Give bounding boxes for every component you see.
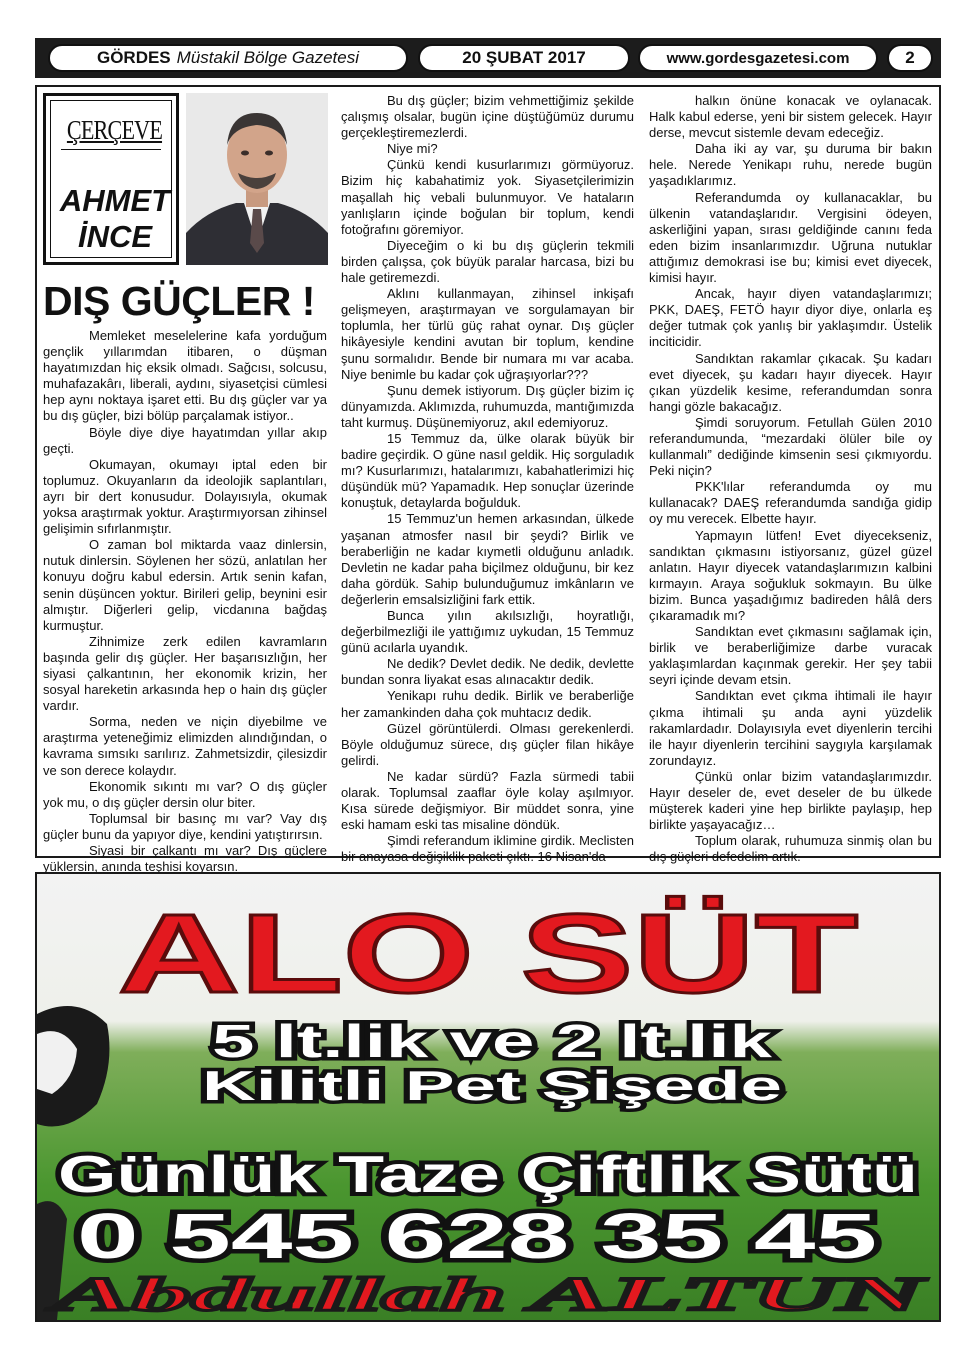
ad-line-3: Günlük Taze Çiftlik Sütü (58, 1146, 918, 1204)
article-paragraph: 15 Temmuz'un hemen arkasından, ülkede yaşanan atmosfer nasıl bir şeydi? Birlik ve beraberliğin ne kadar kıymetli olduğunu anladık. Devletin ne kadar paha biçilmez olduğunu, bir kez daha gördük. Sahip bulunduğumuz imkânların ve değerlerin emsalsizliğini fark ettik. (341, 511, 634, 607)
article-paragraph: Çünkü onlar bizim vatandaşlarımızdır. Hayır deseler de, evet deseler de bu ülkede müşterek kaderi yine hep birlikte paylaşıp, hep birlikte yaşayacağız… (649, 768, 932, 833)
article-paragraph: O zaman bol miktarda vaaz dinlersin, nutuk dinlersin. Söylenen her sözü, anlatılan her konuyu doğru kabul edersin. Artık senin kafan, senin düşüncen yoktur. Birileri gelip, beynini esir almıştır. Diğerleri gelip, vicdanına bağdaş kurmuştur. (43, 537, 327, 633)
author-photo (186, 93, 328, 265)
article-paragraph: Şunu demek istiyorum. Dış güçler bizim iç dünyamızda. Aklımızda, ruhumuzda, mantığımızda taht kurmuş. Düşünemiyoruz, akıl edemiyoruz. (341, 382, 634, 430)
paper-subtitle: Müstakil Bölge Gazetesi (176, 48, 360, 67)
article-paragraph: Daha iki ay var, şu duruma bir bakın hele. Nerede Yenikapı ruhu, nerede bugün yaşadıklarımız. (649, 141, 932, 189)
ad-owner-name: Abdullah ALTUN (45, 1268, 929, 1320)
byline-inner-border (50, 100, 172, 258)
article-paragraph: Niye mi? (387, 141, 438, 157)
paper-name-pill (48, 44, 408, 72)
page-number: 2 (887, 44, 933, 72)
article-paragraph: Ne kadar sürdü? Fazla sürmedi tabii olarak. Toplumsal zaaflar öyle kolay aşılmıyor. Kısa sürede değişmiyor. Bir müddet sonra, yine eski hamam eski tas misaline döndük. (341, 768, 634, 833)
article-paragraph: Sandıktan evet çıkma ihtimali ile hayır çıkma ihtimali şu anda ayni yüzdelik rakamlardadır. Dolayısıyla evet diyenlerin tercihi ile hayır diyenlerin tercihini saygıyla karşılamak zorundayız. (649, 688, 932, 768)
section-divider (61, 149, 161, 150)
article-paragraph: Sandıktan rakamlar çıkacak. Şu kadarı evet diyecek, şu kadarı hayır diyecek. Hayır çıkan yüzdelik kesime, referandumdan sonra hangi gözle bakacağız. (649, 350, 932, 414)
article-paragraph: Aklını kullanmayan, zihinsel inkişafı gelişmeyen, araştırmayan ve sorgulamayan bir toplumla, her türlü güç rahat oynar. Dış güçler hikâyesiyle kendini avutan bir toplum, kendine şunu sormalıdır. Bende bir numara mı var acaba. Niye benimle bu kadar çok uğraşıyorlar??? (341, 286, 634, 382)
article-paragraph: Zihnimize zerk edilen kavramların başında gelir dış güçler. Her başarısızlığın, her siyasi çalkantının, her ekonomik krizin, her sosyal hareketin arkasında hep o hain dış güçler vardır. (43, 633, 327, 714)
article-column-1 (43, 328, 327, 875)
article-paragraph: Siyasi bir çalkantı mı var? Dış güçlere yüklersin, anında teşhisi koyarsın. (43, 843, 327, 875)
paper-name: GÖRDES (96, 48, 171, 67)
ad-line-1: 5 lt.lik ve 2 lt.lik (212, 1015, 773, 1067)
column-byline-box (43, 93, 179, 265)
article-paragraph: Yenikapı ruhu dedik. Birlik ve beraberliğe her zamankinden daha çok muhtacız dedik. (341, 688, 634, 720)
article-column-3 (649, 93, 932, 866)
article-paragraph: Toplum olarak, ruhumuza sinmiş olan bu dış güçleri defedelim artık. (649, 833, 932, 865)
ad-brand: ALO SÜT (118, 891, 858, 1016)
article-paragraph: Bunca yılın akılsızlığı, hoyratlığı, değerbilmezliği ile yattığımız uykudan, 15 Temmuz günü acılarla uyandık. (341, 608, 634, 656)
article-headline: DIŞ GÜÇLER ! (43, 278, 315, 324)
ad-phone-number: 0 545 628 35 45 (77, 1200, 877, 1272)
issue-date: 20 ŞUBAT 2017 (418, 44, 630, 72)
article-paragraph: Çünkü kendi kusurlarımızı görmüyoruz. Bizim hiç kabahatimiz yok. Siyasetçilerimizin maşallah hiç vebali bulunmuyor. Ve hataların yanlışların içinde boğulan bir toplum, kendi fotoğrafını göremiyor. (341, 157, 634, 237)
article-paragraph: Memleket meselelerine kafa yorduğum gençlik yıllarımdan itibaren, o düşman hayatımızdan hiç eksik olmadı. Sağcısı, solcusu, muhafazakârı, liberali, aydını, siyasetçisi cümlesi hep aynı noktaya işaret etti. Bu dış güçler var ya bu dış güçler, bizi bölüp parçalamak istiyor.. (43, 328, 327, 424)
article-paragraph: Sorma, neden ve niçin diyebilme ve araştırma yeteneğimiz elimizden alındığından, o kavrama sımsıkı sarılırız. Zahmetsizdir, çilesizdir ve son derece kolaydır. (43, 714, 327, 778)
article-paragraph: Güzel görüntülerdi. Olması gerekenlerdi. Böyle olduğumuz sürece, dış güçler filan hikâye gelirdi. (341, 720, 634, 768)
article-paragraph: 15 Temmuz da, ülke olarak büyük bir badire geçirdik. O güne nasıl geldik. Hiç sorguladık mı? Kusurlarımızı, hatalarımızı, kabahatlerimizi hiç düşündük mü? Yapamadık. Hep sonuçlar üzerinde konuştuk, detaylarda boğulduk. (341, 430, 634, 511)
website-link[interactable]: www.gordesgazetesi.com (638, 44, 878, 72)
ad-line-2: Kilitli Pet Şişede (202, 1062, 782, 1109)
article-paragraph: Sandıktan evet çıkmasını sağlamak için, birlik ve beraberliğimize darbe vuracak yaklaşımlardan kaçınmak gerekir. Her şey tabii seyri içinde devam etsin. (649, 624, 932, 688)
advertisement (35, 872, 941, 1322)
article-paragraph: Diyeceğim o ki bu dış güçlerin tekmili birden çalışsa, çok büyük paralar harcasa, bizi bu hale getiremezdi. (341, 237, 634, 286)
article-paragraph: Ekonomik sıkıntı mı var? O dış güçler yok mu, o dış güçler dersin olur biter. (43, 778, 327, 810)
article-paragraph: halkın önüne konacak ve oylanacak. Halk kabul ederse, yeni bir sistem gelecek. Hayır derse, mevcut sistemle devam edeceğiz. (649, 93, 932, 141)
article-paragraph: Toplumsal bir basınç mı var? Vay dış güçler bunu da yapıyor diye, kendini yatıştırırsın. (43, 810, 327, 842)
author-portrait-illustration (186, 93, 328, 265)
article-paragraph: Referandumda oy kullanacaklar, bu ülkenin vatandaşlarıdır. Vergisini ödeyen, askerliğini yapan, sırası geldiğinde canını feda eden bizim insanlarımızdır. Uğruna nutuklar attığımız demokrasi ise bu; kimisi evet diyecek, kimisi hayır. (649, 189, 932, 286)
article-paragraph: Yapmayın lütfen! Evet diyecekseniz, sandıktan çıkmasını istiyorsanız, güzel güzel anlatın. Hayır diyecek vatandaşlarımızın kalbini kırmayın. Araya soğukluk sokmayın. Bu ülke bizim. Bunca yaşadığımız badireden hâlâ ders çıkaramadık mı? (649, 527, 932, 623)
article-paragraph: Bu dış güçler; bizim vehmettiğimiz şekilde çalışmış olsalar, bugün içine düştüğümüz durumu gerçekleştiremezlerdi. (341, 93, 634, 141)
article-paragraph: Ne dedik? Devlet dedik. Ne dedik, devlette bundan sonra liyakat esas alınacaktır dedik. (341, 656, 634, 688)
article-paragraph: Ancak, hayır diyen vatandaşlarımızı; PKK, DAEŞ, FETÖ hayır diyor diye, onlarla eş değer tutmak çok yanlış bir yaklaşımdır. Üstelik inciticidir. (649, 286, 932, 350)
author-first-name: AHMET (59, 183, 171, 218)
ad-artwork (37, 874, 939, 1320)
article-paragraph: PKK'lılar referandumda oy mu kullanacak? DAEŞ referandumda sandığa gidip oy mu verecek. Elbette hayır. (649, 479, 932, 527)
article-paragraph: Okumayan, okumayı iptal eden bir toplumuz. Okuyanların da ideolojik saplantıları, ayrı bir dert konusudur. Dolayısıyla, okumak yoksa araştırmak yoktur. Araştırmıyorsan zihinsel gelişimin sıfırlanmıştır. (43, 456, 327, 537)
article-paragraph: Böyle diye diye hayatımdan yıllar akıp geçti. (43, 424, 327, 456)
article-paragraph: Şimdi referandum iklimine girdik. Meclisten bir anayasa değişiklik paketi çıktı. 16 Nisan'da (341, 833, 634, 865)
article-column-2 (341, 93, 634, 866)
article-paragraph: Şimdi soruyorum. Fetullah Gülen 2010 referandumunda, “mezardaki ölüler bile oy kullanmalı” dediğinde kimsenin sesi çıkmıyordu. Peki niçin? (649, 414, 932, 479)
column-section-name: ÇERÇEVE (66, 115, 163, 145)
author-last-name: İNCE (77, 219, 153, 254)
